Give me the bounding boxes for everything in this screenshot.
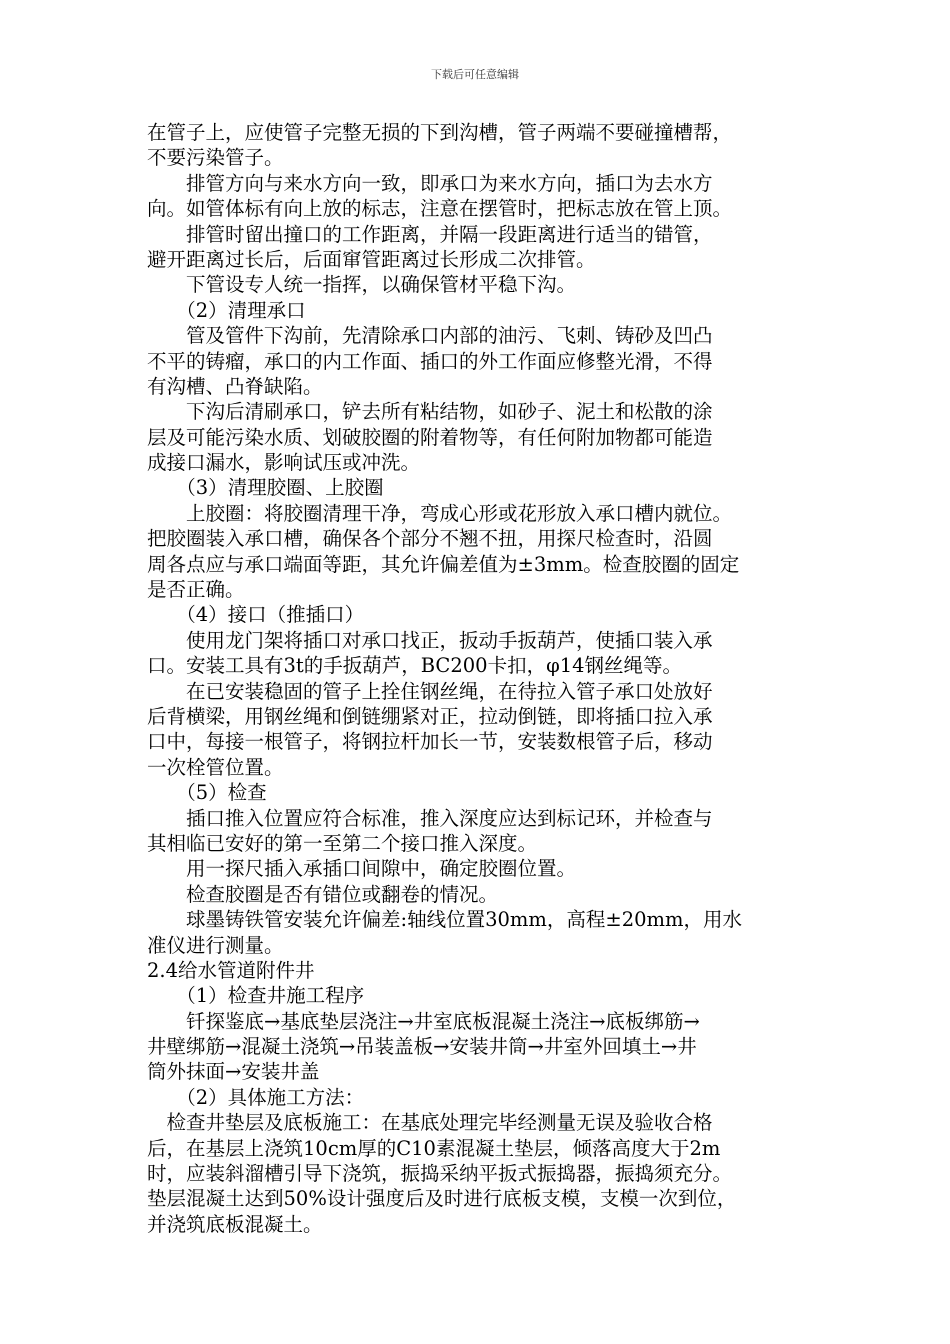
text-line: 口。安装工具有3t的手扳葫芦，BC200卡扣，φ14钢丝绳等。 — [147, 654, 683, 678]
text-line: （2）清理承口 — [147, 298, 306, 322]
page-header-note: 下载后可任意编辑 — [431, 68, 519, 81]
text-line: 在已安装稳固的管子上拴住钢丝绳，在待拉入管子承口处放好 — [147, 679, 713, 703]
text-line: 其相临已安好的第一至第二个接口推入深度。 — [147, 831, 538, 855]
text-line: 不要污染管子。 — [147, 146, 284, 170]
text-line: 一次栓管位置。 — [147, 755, 284, 779]
text-line: 是否正确。 — [147, 578, 245, 602]
text-line: （1）检查井施工程序 — [147, 984, 365, 1008]
text-line: 后，在基层上浇筑10cm厚的C10素混凝土垫层，倾落高度大于2m — [147, 1136, 721, 1160]
text-line: 后背横梁，用钢丝绳和倒链绷紧对正，拉动倒链，即将插口拉入承 — [147, 704, 713, 728]
text-line: 有沟槽、凸脊缺陷。 — [147, 374, 323, 398]
text-line: 周各点应与承口端面等距，其允许偏差值为±3mm。检查胶圈的固定 — [147, 552, 740, 576]
text-line: 下管设专人统一指挥，以确保管材平稳下沟。 — [147, 273, 577, 297]
text-line: 不平的铸瘤，承口的内工作面、插口的外工作面应修整光滑，不得 — [147, 349, 713, 373]
text-line: （4）接口（推插口） — [147, 603, 365, 627]
text-line: （2）具体施工方法： — [147, 1085, 365, 1109]
text-line: 准仪进行测量。 — [147, 933, 284, 957]
text-line: 时，应装斜溜槽引导下浇筑，振捣采纳平扳式振捣器，振捣须充分。 — [147, 1162, 733, 1186]
text-line: 口中，每接一根管子，将钢拉杆加长一节，安装数根管子后，移动 — [147, 730, 713, 754]
text-line: 井壁绑筋→混凝土浇筑→吊装盖板→安装井筒→井室外回填土→井 — [147, 1035, 697, 1059]
text-line: 2.4给水管道附件井 — [147, 958, 315, 982]
text-line: （3）清理胶圈、上胶圈 — [147, 476, 384, 500]
text-line: 把胶圈装入承口槽，确保各个部分不翘不扭，用探尺检查时，沿圆 — [147, 527, 713, 551]
text-line: 用一探尺插入承插口间隙中，确定胶圈位置。 — [147, 857, 577, 881]
document-body — [147, 120, 807, 1237]
text-line: 上胶圈：将胶圈清理干净，弯成心形或花形放入承口槽内就位。 — [147, 501, 733, 525]
text-line: （5）检查 — [147, 781, 267, 805]
text-line: 避开距离过长后，后面窜管距离过长形成二次排管。 — [147, 247, 596, 271]
text-line: 垫层混凝土达到50%设计强度后及时进行底板支模，支模一次到位， — [147, 1187, 737, 1211]
text-line: 球墨铸铁管安装允许偏差:轴线位置30mm，高程±20mm，用水 — [147, 908, 742, 932]
text-line: 排管方向与来水方向一致，即承口为来水方向，插口为去水方 — [147, 171, 713, 195]
text-line: 插口推入位置应符合标准，推入深度应达到标记环，并检查与 — [147, 806, 713, 830]
text-line: 管及管件下沟前，先清除承口内部的油污、飞刺、铸砂及凹凸 — [147, 324, 713, 348]
text-line: 下沟后清刷承口，铲去所有粘结物，如砂子、泥土和松散的涂 — [147, 400, 713, 424]
text-line: 向。如管体标有向上放的标志，注意在摆管时，把标志放在管上顶。 — [147, 197, 733, 221]
text-line: 层及可能污染水质、划破胶圈的附着物等，有任何附加物都可能造 — [147, 425, 713, 449]
text-line: 使用龙门架将插口对承口找正，扳动手扳葫芦，使插口装入承 — [147, 628, 713, 652]
text-line: 检查井垫层及底板施工：在基底处理完毕经测量无误及验收合格 — [147, 1111, 713, 1135]
text-line: 钎探鉴底→基底垫层浇注→井室底板混凝土浇注→底板绑筋→ — [147, 1009, 700, 1033]
text-line: 检查胶圈是否有错位或翻卷的情况。 — [147, 882, 499, 906]
text-line: 排管时留出撞口的工作距离，并隔一段距离进行适当的错管， — [147, 222, 713, 246]
text-line: 成接口漏水，影响试压或冲洗。 — [147, 451, 421, 475]
text-line: 在管子上，应使管子完整无损的下到沟槽，管子两端不要碰撞槽帮， — [147, 121, 733, 144]
text-line: 筒外抹面→安装井盖 — [147, 1060, 320, 1084]
text-line: 并浇筑底板混凝土。 — [147, 1212, 323, 1236]
